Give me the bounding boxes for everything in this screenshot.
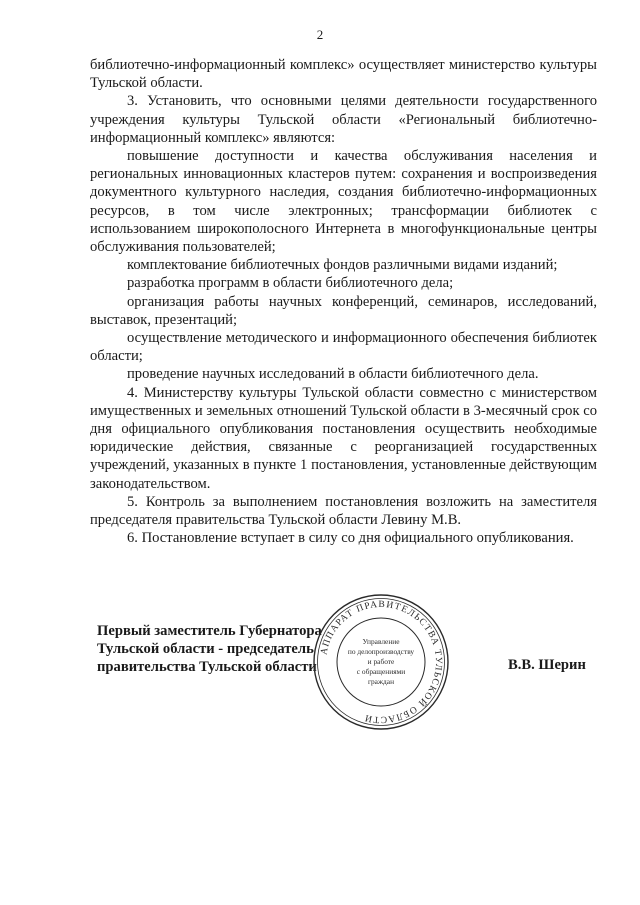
paragraph: проведение научных исследований в области библиотечного дела.: [127, 366, 539, 383]
paragraph: организация работы научных конференций, семинаров, исследований, выставок, презентаций;: [90, 293, 597, 328]
official-stamp: [312, 593, 450, 731]
signatory-title: [97, 622, 322, 676]
stamp-center-line: и работе: [367, 657, 395, 666]
signatory-title-line: правительства Тульской области: [97, 659, 317, 675]
stamp-center-line: граждан: [367, 677, 395, 686]
paragraph: 5. Контроль за выполнением постановления возложить на заместителя председателя правительства Тульской области Левину М.В.: [90, 493, 597, 529]
signatory-name: В.В. Шерин: [508, 657, 586, 673]
page-number: 2: [316, 27, 324, 42]
stamp-center-line: по делопроизводству: [347, 647, 415, 656]
stamp-center-line: Управление: [362, 637, 400, 646]
paragraph: 6. Постановление вступает в силу со дня официального опубликования.: [127, 530, 574, 547]
paragraph: 3. Установить, что основными целями деятельности государственного учреждения культуры Тульской области «Региональный библиотечно-информационный комплекс» являются:: [90, 93, 597, 146]
paragraph: 4. Министерству культуры Тульской области совместно с министерством имущественных и земельных отношений Тульской области в 3-месячный срок со дня официального опубликования постановления осуществить необходимые юридические действия, связанные с реорганизацией государственных учреждений, указанных в пункте 1 постановления, установленные действующим законодательством.: [90, 384, 597, 492]
paragraph: повышение доступности и качества обслуживания населения и региональных инновационных кластеров путем: сохранения и воспроизведения документного культурного наследия, создания библиотечно-информационных ресурсов, в том числе электронных; трансформации библиотек с использованием широкополосного Интернета в многофункциональные центры обслуживания пользователей;: [90, 148, 597, 256]
document-body: [90, 56, 597, 547]
signatory-title-line: Тульской области - председатель: [97, 641, 314, 657]
paragraph: библиотечно-информационный комплекс» осуществляет министерство культуры Тульской области.: [90, 57, 597, 92]
paragraph: разработка программ в области библиотечного дела;: [127, 275, 454, 292]
paragraph: осуществление методического и информационного обеспечения библиотек области;: [90, 330, 597, 365]
signatory-title-line: Первый заместитель Губернатора: [97, 623, 322, 639]
paragraph: комплектование библиотечных фондов различными видами изданий;: [127, 257, 558, 274]
stamp-ring-text: АППАРАТ ПРАВИТЕЛЬСТВА ТУЛЬСКОЙ ОБЛАСТИ: [319, 599, 444, 725]
stamp-center-line: с обращениями: [356, 667, 406, 676]
